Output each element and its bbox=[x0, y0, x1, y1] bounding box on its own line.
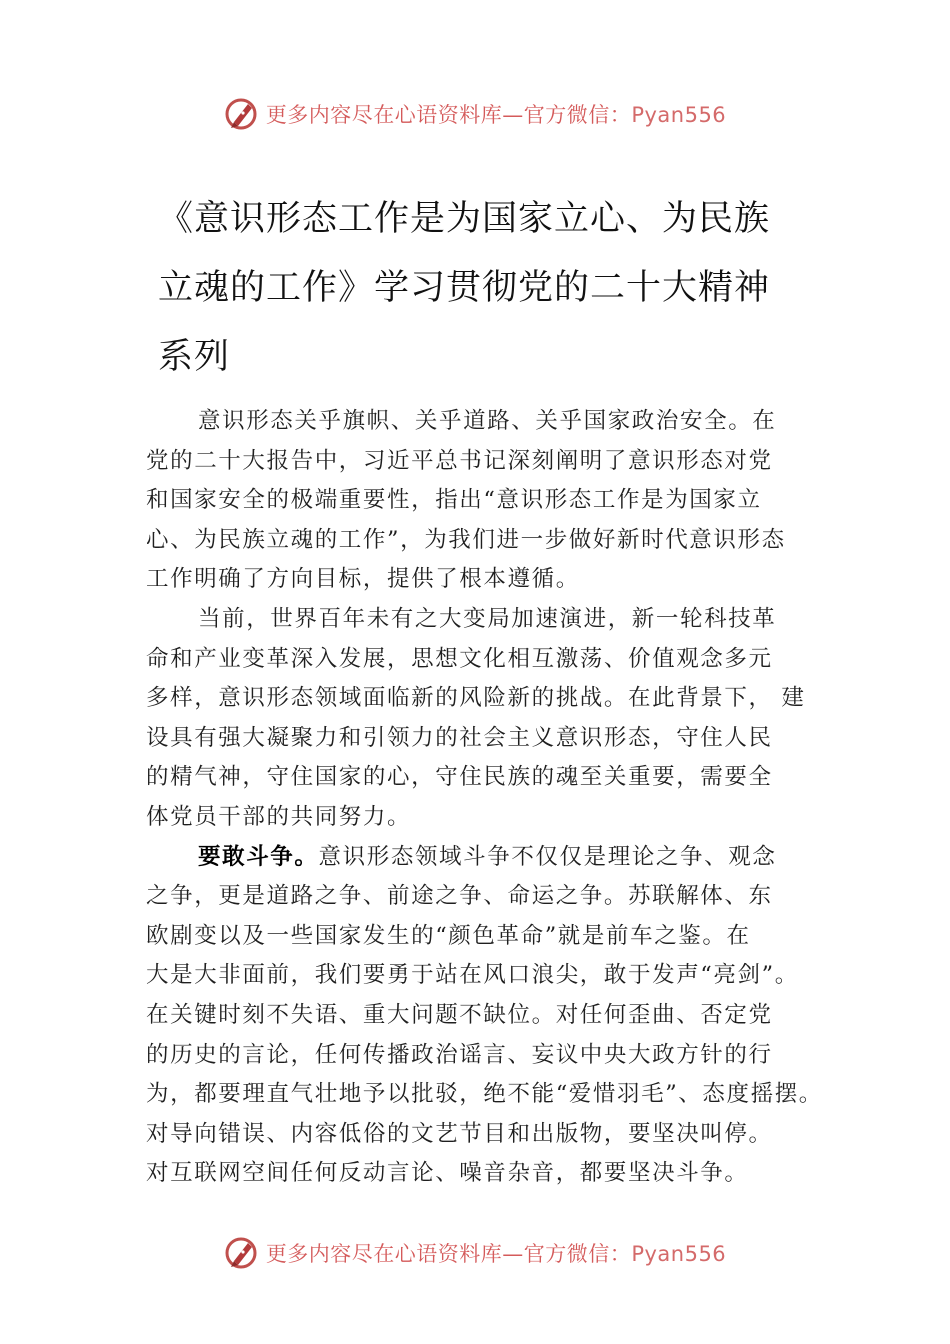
title-line: 《意识形态工作是为国家立心、为民族 bbox=[158, 199, 771, 239]
text-line: 和国家安全的极端重要性，指出“意识形态工作是为国家立 bbox=[146, 487, 762, 514]
paragraph-3 bbox=[146, 838, 836, 1194]
text-line bbox=[146, 838, 836, 878]
document-body bbox=[146, 402, 836, 1194]
text-line: 的历史的言论，任何传播政治谣言、妄议中央大政方针的行 bbox=[146, 1041, 773, 1068]
text-line: 对互联网空间任何反动言论、噪音杂音，都要坚决斗争。 bbox=[146, 1160, 749, 1187]
text-line: 心、为民族立魂的工作”，为我们进一步做好新时代意识形态 bbox=[146, 526, 786, 553]
text-line: 在关键时刻不失语、重大问题不缺位。对任何歪曲、否定党 bbox=[146, 1001, 773, 1028]
paragraph-2 bbox=[146, 600, 836, 838]
text-line: 大是大非面前，我们要勇于站在风口浪尖，敢于发声“亮剑”。 bbox=[146, 962, 799, 989]
text-line: 对导向错误、内容低俗的文艺节目和出版物，要坚决叫停。 bbox=[146, 1120, 773, 1147]
text-line: 多样，意识形态领域面临新的风险新的挑战。在此背景下， 建 bbox=[146, 685, 806, 712]
header-banner-id: Pyan556 bbox=[631, 103, 727, 127]
text-line: 命和产业变革深入发展，思想文化相互激荡、价值观念多元 bbox=[146, 645, 773, 672]
title-line: 立魂的工作》学习贯彻党的二十大精神 bbox=[158, 268, 771, 308]
pen-nib-logo-icon bbox=[224, 96, 260, 132]
text-line: 为，都要理直气壮地予以批驳，绝不能“爱惜羽毛”、态度摇摆。 bbox=[146, 1081, 823, 1108]
text-line: 的精气神，守住国家的心，守住民族的魂至关重要，需要全 bbox=[146, 764, 773, 791]
text-line: 当前，世界百年未有之大变局加速演进，新一轮科技革 bbox=[198, 605, 777, 632]
text-line: 之争，更是道路之争、前途之争、命运之争。苏联解体、东 bbox=[146, 883, 773, 910]
text-line: 欧剧变以及一些国家发生的“颜色革命”就是前车之鉴。在 bbox=[146, 922, 751, 949]
text-line: 体党员干部的共同努力。 bbox=[146, 803, 412, 830]
footer-banner-text bbox=[266, 1238, 726, 1268]
header-banner-content bbox=[224, 96, 726, 132]
text-line: 设具有强大凝聚力和引领力的社会主义意识形态，守住人民 bbox=[146, 724, 773, 751]
bold-lead: 要敢斗争。 bbox=[198, 843, 319, 870]
document-title bbox=[158, 185, 778, 392]
footer-banner-content bbox=[224, 1235, 726, 1271]
text-line: 党的二十大报告中，习近平总书记深刻阐明了意识形态对党 bbox=[146, 447, 773, 474]
text-segment: 意识形态领域斗争不仅仅是理论之争、观念 bbox=[318, 843, 777, 870]
header-banner-text bbox=[266, 99, 726, 129]
footer-banner-id: Pyan556 bbox=[631, 1242, 727, 1266]
pen-nib-logo-icon bbox=[224, 1235, 260, 1271]
title-line: 系列 bbox=[158, 337, 231, 377]
header-banner bbox=[0, 94, 950, 134]
header-banner-main: 更多内容尽在心语资料库—官方微信： bbox=[265, 103, 632, 127]
text-line: 意识形态关乎旗帜、关乎道路、关乎国家政治安全。在 bbox=[198, 408, 777, 434]
footer-banner-main: 更多内容尽在心语资料库—官方微信： bbox=[265, 1242, 632, 1266]
footer-banner bbox=[0, 1233, 950, 1273]
paragraph-1 bbox=[146, 402, 836, 600]
text-line: 工作明确了方向目标，提供了根本遵循。 bbox=[146, 566, 580, 593]
